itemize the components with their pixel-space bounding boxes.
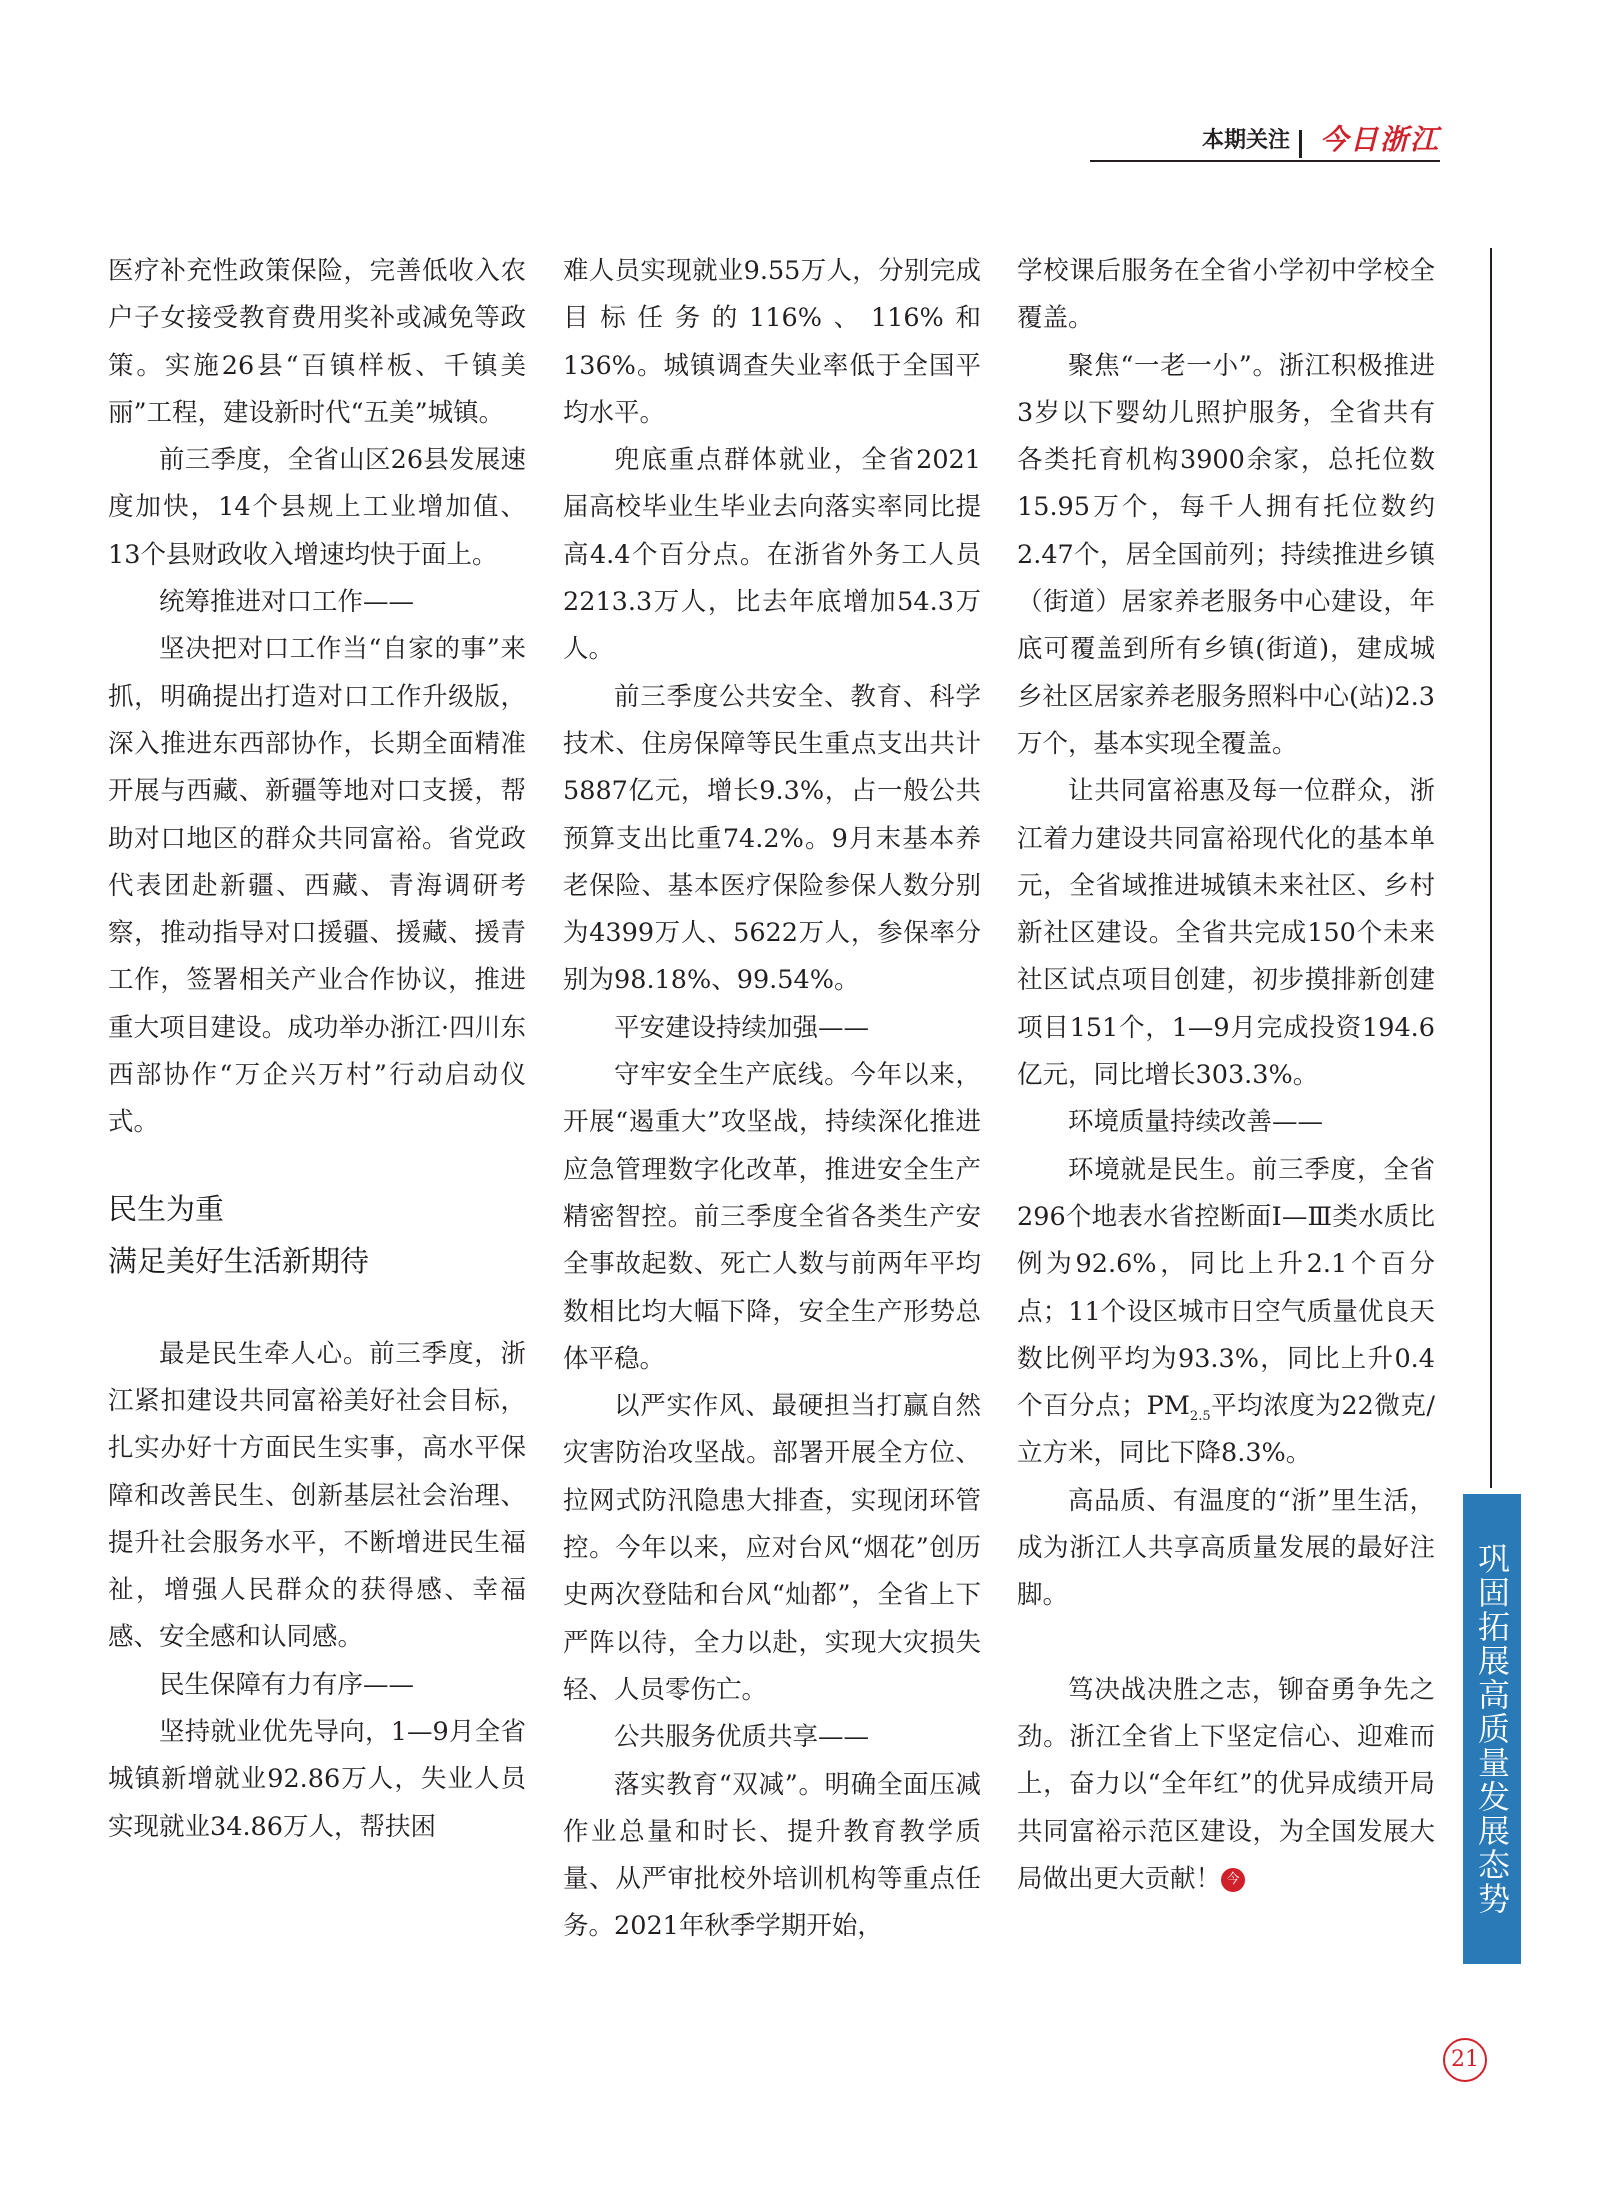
paragraph: 让共同富裕惠及每一位群众，浙江着力建设共同富裕现代化的基本单元，全省域推进城镇未来社区、乡村新社区建设。全省共完成150个未来社区试点项目创建，初步摸排新创建项目151个，1—9月完成投资194.6亿元，同比增长303.3%。 xyxy=(1017,776,1435,1091)
paragraph: 高品质、有温度的“浙”里生活，成为浙江人共享高质量发展的最好注脚。 xyxy=(1017,1485,1435,1611)
page-number: 21 xyxy=(1443,2038,1487,2082)
paragraph: 学校课后服务在全省小学初中学校全覆盖。 xyxy=(1017,256,1435,334)
column-3 xyxy=(1017,248,1435,1903)
header-separator xyxy=(1299,130,1302,158)
subheading: 平安建设持续加强—— xyxy=(614,1012,870,1043)
sidebar-rule xyxy=(1490,248,1492,1488)
header-rule xyxy=(1090,160,1440,162)
section-heading xyxy=(108,1183,526,1287)
paragraph: 以严实作风、最硬担当打赢自然灾害防治攻坚战。部署开展全方位、拉网式防汛隐患大排查，实现闭环管控。今年以来，应对台风“烟花”创历史两次登陆和台风“灿都”，全省上下严阵以待，全力以赴，实现大灾损失轻、人员零伤亡。 xyxy=(563,1391,981,1705)
paragraph-part: 平均浓度为22微克/立方米，同比下降8.3%。 xyxy=(1017,1391,1435,1469)
paragraph: 兜底重点群体就业，全省2021届高校毕业生毕业去向落实率同比提高4.4个百分点。在浙省外务工人员2213.3万人，比去年底增加54.3万人。 xyxy=(563,445,981,665)
subheading: 环境质量持续改善—— xyxy=(1068,1107,1324,1138)
section-label: 本期关注 xyxy=(1201,128,1290,153)
magazine-logo: 今日浙江 xyxy=(1319,123,1440,156)
subheading: 民生保障有力有序—— xyxy=(159,1669,415,1700)
paragraph: 坚决把对口工作当“自家的事”来抓，明确提出打造对口工作升级版，深入推进东西部协作，长期全面精准开展与西藏、新疆等地对口支援，帮助对口地区的群众共同富裕。省党政代表团赴新疆、西藏、青海调研考察，推动指导对口援疆、援藏、援青工作，签署相关产业合作协议，推进重大项目建设。成功举办浙江·四川东西部协作“万企兴万村”行动启动仪式。 xyxy=(108,634,526,1138)
sidebar-title-tab: 巩固拓展高质量发展态势 xyxy=(1463,1494,1521,1964)
column-2 xyxy=(563,248,981,1951)
subheading: 统筹推进对口工作—— xyxy=(159,587,415,618)
subheading: 公共服务优质共享—— xyxy=(614,1722,870,1753)
paragraph: 难人员实现就业9.55万人，分别完成目标任务的116%、116%和136%。城镇调查失业率低于全国平均水平。 xyxy=(563,256,981,428)
column-1 xyxy=(108,248,526,1851)
paragraph: 聚焦“一老一小”。浙江积极推进3岁以下婴幼儿照护服务，全省共有各类托育机构3900余家，总托位数15.95万个，每千人拥有托位数约2.47个，居全国前列；持续推进乡镇（街道）居家养老服务中心建设，年底可覆盖到所有乡镇(街道)，建成城乡社区居家养老服务照料中心(站)2.3万个，基本实现全覆盖。 xyxy=(1017,350,1435,759)
paragraph-part: 环境就是民生。前三季度，全省296个地表水省控断面Ⅰ—Ⅲ类水质比例为92.6%，同比上升2.1个百分点；11个设区城市日空气质量优良天数比例平均为93.3%，同比上升0.4个百分点；PM xyxy=(1017,1154,1435,1422)
closing-text: 笃决战决胜之志，铆奋勇争先之劲。浙江全省上下坚定信心、迎难而上，奋力以“全年红”的优异成绩开局共同富裕示范区建设，为全国发展大局做出更大贡献！ xyxy=(1017,1674,1435,1894)
paragraph-closing xyxy=(1017,1667,1435,1903)
paragraph: 前三季度公共安全、教育、科学技术、住房保障等民生重点支出共计5887亿元，增长9.3%，占一般公共预算支出比重74.2%。9月末基本养老保险、基本医疗保险参保人数分别为4399万人、5622万人，参保率分别为98.18%、99.54%。 xyxy=(563,681,981,996)
pm-subscript: 2.5 xyxy=(1189,1409,1211,1425)
paragraph: 守牢安全生产底线。今年以来，开展“遏重大”攻坚战，持续深化推进应急管理数字化改革，推进安全生产精密智控。前三季度全省各类生产安全事故起数、死亡人数与前两年平均数相比均大幅下降，安全生产形势总体平稳。 xyxy=(563,1060,981,1374)
paragraph: 医疗补充性政策保险，完善低收入农户子女接受教育费用奖补或减免等政策。实施26县“百镇样板、千镇美丽”工程，建设新时代“五美”城镇。 xyxy=(108,256,526,428)
end-mark-icon: 今 xyxy=(1221,1868,1245,1892)
section-heading-line1: 民生为重 xyxy=(108,1191,225,1226)
section-heading-line2: 满足美好生活新期待 xyxy=(108,1243,370,1278)
paragraph: 落实教育“双减”。明确全面压减作业总量和时长、提升教育教学质量、从严审批校外培训机构等重点任务。2021年秋季学期开始， xyxy=(563,1769,981,1942)
paragraph: 坚持就业优先导向，1—9月全省城镇新增就业92.86万人，失业人员实现就业34.86万人，帮扶困 xyxy=(108,1717,526,1842)
paragraph: 前三季度，全省山区26县发展速度加快，14个县规上工业增加值、13个县财政收入增速均快于面上。 xyxy=(108,445,526,570)
page-header xyxy=(1090,118,1440,162)
paragraph xyxy=(1017,1147,1435,1478)
paragraph: 最是民生牵人心。前三季度，浙江紧扣建设共同富裕美好社会目标，扎实办好十方面民生实事，高水平保障和改善民生、创新基层社会治理、提升社会服务水平，不断增进民生福祉，增强人民群众的获得感、幸福感、安全感和认同感。 xyxy=(108,1338,526,1653)
